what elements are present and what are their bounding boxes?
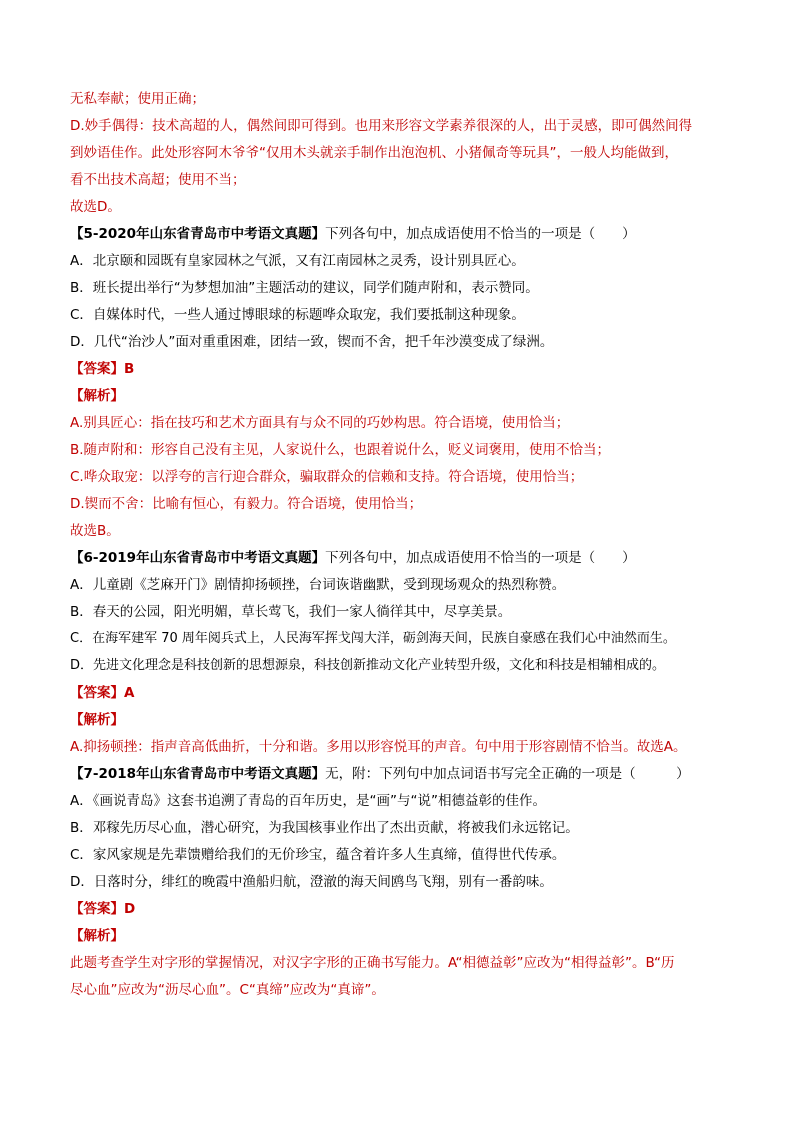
analysis-line: 此题考查学生对字形的掌握情况，对汉字字形的正确书写能力。A“相德益彰”应改为“相得益彰”。B“历 [70, 955, 675, 971]
analysis-line: 看不出技术高超；使用不当； [70, 172, 246, 188]
answer-label: 【答案】A [70, 685, 135, 701]
analysis-label: 【解析】 [70, 712, 124, 728]
analysis-line: A.别具匠心：指在技巧和艺术方面具有与众不同的巧妙构思。符合语境，使用恰当； [70, 415, 570, 431]
question-stem: 无，附：下列句中加点词语书写完全正确的一项是（ ） [325, 766, 690, 782]
analysis-label: 【解析】 [70, 928, 124, 944]
question-source: 【5-2020年山东省青岛市中考语文真题】 [70, 226, 326, 242]
analysis-line: 无私奉献；使用正确； [70, 91, 205, 107]
question-source: 【7-2018年山东省青岛市中考语文真题】 [70, 766, 326, 782]
analysis-line: D.妙手偶得：技术高超的人，偶然间即可得到。也用来形容文学素养很深的人，出于灵感，即可偶然间得 [70, 118, 693, 134]
analysis-line: D.锲而不舍：比喻有恒心，有毅力。符合语境，使用恰当； [70, 496, 423, 512]
answer-label: 【答案】D [70, 901, 136, 917]
question-source: 【6-2019年山东省青岛市中考语文真题】 [70, 550, 326, 566]
option-c: C．在海军建军 70 周年阅兵式上，人民海军挥戈闯大洋，砺剑海天间，民族自豪感在我们心中油然而生。 [70, 631, 676, 646]
analysis-label: 【解析】 [70, 388, 124, 404]
analysis-line: C.哗众取宠：以浮夸的言行迎合群众，骗取群众的信赖和支持。符合语境，使用恰当； [70, 469, 584, 485]
question-6-header [70, 549, 636, 567]
analysis-line: B.随声附和：形容自己没有主见，人家说什么，也跟着说什么，贬义词褒用，使用不恰当； [70, 442, 611, 458]
option-b: B．邓稼先历尽心血，潜心研究，为我国核事业作出了杰出贡献，将被我们永远铭记。 [70, 820, 579, 836]
analysis-line: 故选D。 [70, 199, 121, 215]
option-c: C．自媒体时代，一些人通过博眼球的标题哗众取宠，我们要抵制这种现象。 [70, 307, 525, 323]
option-a: A．北京颐和园既有皇家园林之气派，又有江南园林之灵秀，设计别具匠心。 [70, 253, 525, 269]
analysis-line: 故选B。 [70, 523, 120, 539]
option-d: D．日落时分，绯红的晚霞中渔船归航，澄澈的海天间鸥鸟飞翔，别有一番韵味。 [70, 874, 553, 890]
answer-label: 【答案】B [70, 361, 135, 377]
option-c: C．家风家规是先辈馈赠给我们的无价珍宝，蕴含着许多人生真缔，值得世代传承。 [70, 847, 566, 863]
analysis-line: A.抑扬顿挫：指声音高低曲折，十分和谐。多用以形容悦耳的声音。句中用于形容剧情不恰当。故选A。 [70, 739, 687, 755]
option-a: A．《画说青岛》这套书追溯了青岛的百年历史，是“画”与“说”相德益彰的佳作。 [70, 793, 546, 809]
question-stem: 下列各句中，加点成语使用不恰当的一项是（ ） [325, 550, 636, 566]
option-b: B．春天的公园，阳光明媚，草长莺飞，我们一家人徜徉其中，尽享美景。 [70, 604, 512, 620]
option-d: D．先进文化理念是科技创新的思想源泉，科技创新推动文化产业转型升级，文化和科技是相辅相成的。 [70, 658, 666, 673]
analysis-line: 尽心血”应改为“沥尽心血”。C“真缔”应改为“真谛”。 [70, 982, 385, 998]
option-a: A．儿童剧《芝麻开门》剧情抑扬顿挫，台词诙谐幽默，受到现场观众的热烈称赞。 [70, 577, 566, 593]
question-stem: 下列各句中，加点成语使用不恰当的一项是（ ） [325, 226, 636, 242]
option-d: D．几代“治沙人”面对重重困难，团结一致，锲而不舍，把千年沙漠变成了绿洲。 [70, 334, 554, 350]
question-7-header [70, 765, 690, 783]
question-5-header [70, 225, 636, 243]
option-b: B．班长提出举行“为梦想加油”主题活动的建议，同学们随声附和，表示赞同。 [70, 280, 539, 296]
analysis-line: 到妙语佳作。此处形容阿木爷爷“仅用木头就亲手制作出泡泡机、小猪佩奇等玩具”，一般人均能做到， [70, 145, 678, 161]
